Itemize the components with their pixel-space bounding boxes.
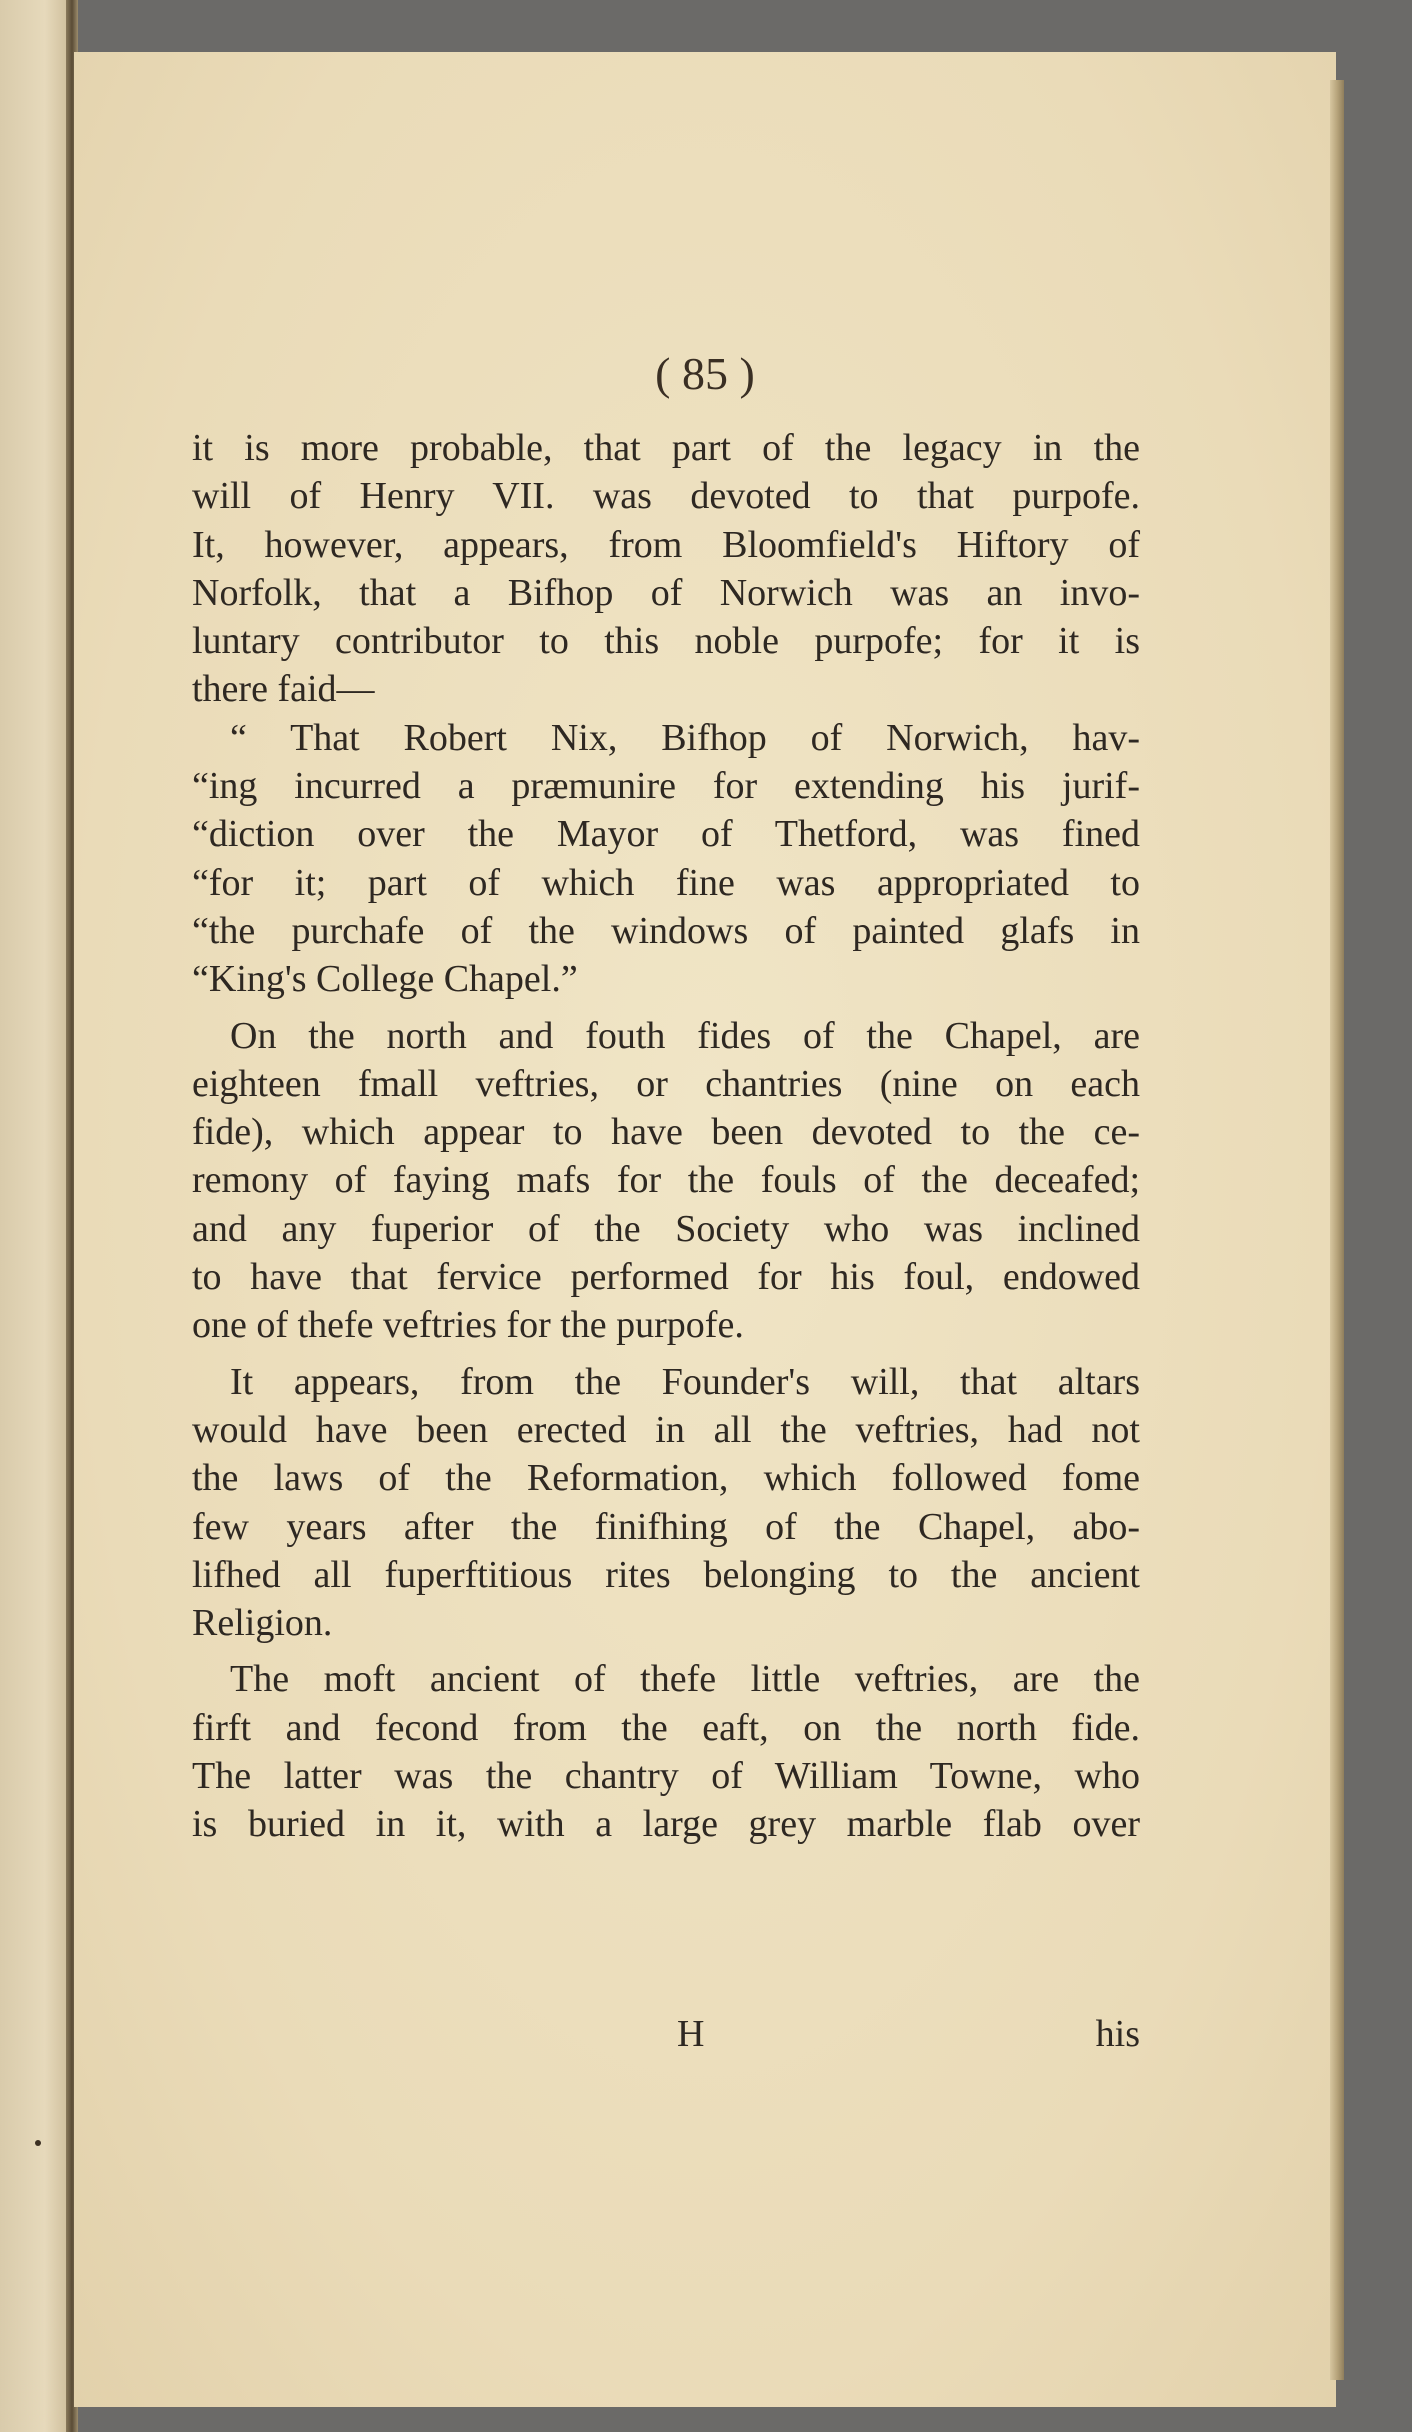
quote-line (192, 762, 1140, 810)
text-line: it is more probable, that part of the legacy in the (192, 427, 1140, 469)
quote-text: King's College Chapel.” (208, 958, 578, 1001)
text-line: is buried in it, with a large grey marble flab over (192, 1803, 1140, 1846)
facing-page-edge (0, 0, 75, 2432)
quote-line (192, 714, 1140, 762)
page-number: ( 85 ) (655, 348, 755, 399)
quote-mark: “ (192, 909, 209, 952)
text-line: luntary contributor to this noble purpofe; for it is (192, 620, 1140, 663)
quote-text: for it; part of which fine was appropriated to (208, 861, 1140, 904)
paragraph-1 (192, 424, 1140, 714)
quote-line (192, 859, 1140, 907)
text-line: It appears, from the Founder's will, that altars (230, 1360, 1140, 1403)
text-line: fide), which appear to have been devoted to the ce- (192, 1111, 1140, 1154)
text-line: and any fuperior of the Society who was inclined (192, 1207, 1140, 1250)
spine-mark (35, 2140, 41, 2146)
catchword: his (1095, 2013, 1140, 2055)
text-line: Norfolk, that a Bifhop of Norwich was an invo- (192, 571, 1140, 614)
text-line: firft and fecond from the eaft, on the north fide. (192, 1706, 1140, 1749)
text-line: to have that fervice performed for his foul, endowed (192, 1256, 1140, 1299)
signature-mark: H (677, 2013, 705, 2055)
quote-text: diction over the Mayor of Thetford, was fined (208, 813, 1140, 856)
text-line: few years after the finifhing of the Chapel, abo- (192, 1505, 1140, 1548)
text-line: The latter was the chantry of William Towne, who (192, 1755, 1140, 1798)
quote-line (192, 955, 1140, 1003)
text-line: there faid— (192, 668, 375, 711)
quote-mark: “ (192, 765, 209, 808)
quotation (192, 714, 1140, 1004)
quote-mark: “ (192, 861, 209, 904)
paragraph-4 (192, 1655, 1140, 1848)
quote-line (192, 810, 1140, 858)
page-block-edge (1330, 80, 1344, 2380)
text-line: The moft ancient of thefe little veftries, are the (230, 1658, 1140, 1701)
text-line: would have been erected in all the veftries, had not (192, 1408, 1140, 1451)
text-line: one of thefe veftries for the purpofe. (192, 1304, 744, 1347)
quote-mark: “ (192, 813, 209, 856)
book-page (74, 52, 1336, 2407)
quote-mark: “ (192, 958, 209, 1001)
text-line: Religion. (192, 1602, 333, 1645)
text-line: will of Henry VII. was devoted to that purpofe. (192, 475, 1140, 518)
quote-mark: “ (230, 716, 247, 759)
text-line: remony of faying mafs for the fouls of the deceafed; (192, 1159, 1140, 1202)
text-line: lifhed all fuperftitious rites belonging to the ancient (192, 1553, 1140, 1596)
quote-text: the purchafe of the windows of painted glafs in (208, 909, 1140, 952)
quote-text: That Robert Nix, Bifhop of Norwich, hav- (290, 716, 1140, 759)
text-line: On the north and fouth fides of the Chapel, are (230, 1014, 1140, 1057)
text-line: It, however, appears, from Bloomfield's Hiftory of (192, 523, 1140, 566)
quote-text: ing incurred a præmunire for extending his jurif- (208, 765, 1140, 808)
text-line: eighteen fmall veftries, or chantries (nine on each (192, 1062, 1140, 1105)
paragraph-3 (192, 1358, 1140, 1648)
body-text (192, 424, 1140, 1849)
text-line: the laws of the Reformation, which followed fome (192, 1457, 1140, 1500)
quote-line (192, 907, 1140, 955)
paragraph-2 (192, 1012, 1140, 1350)
